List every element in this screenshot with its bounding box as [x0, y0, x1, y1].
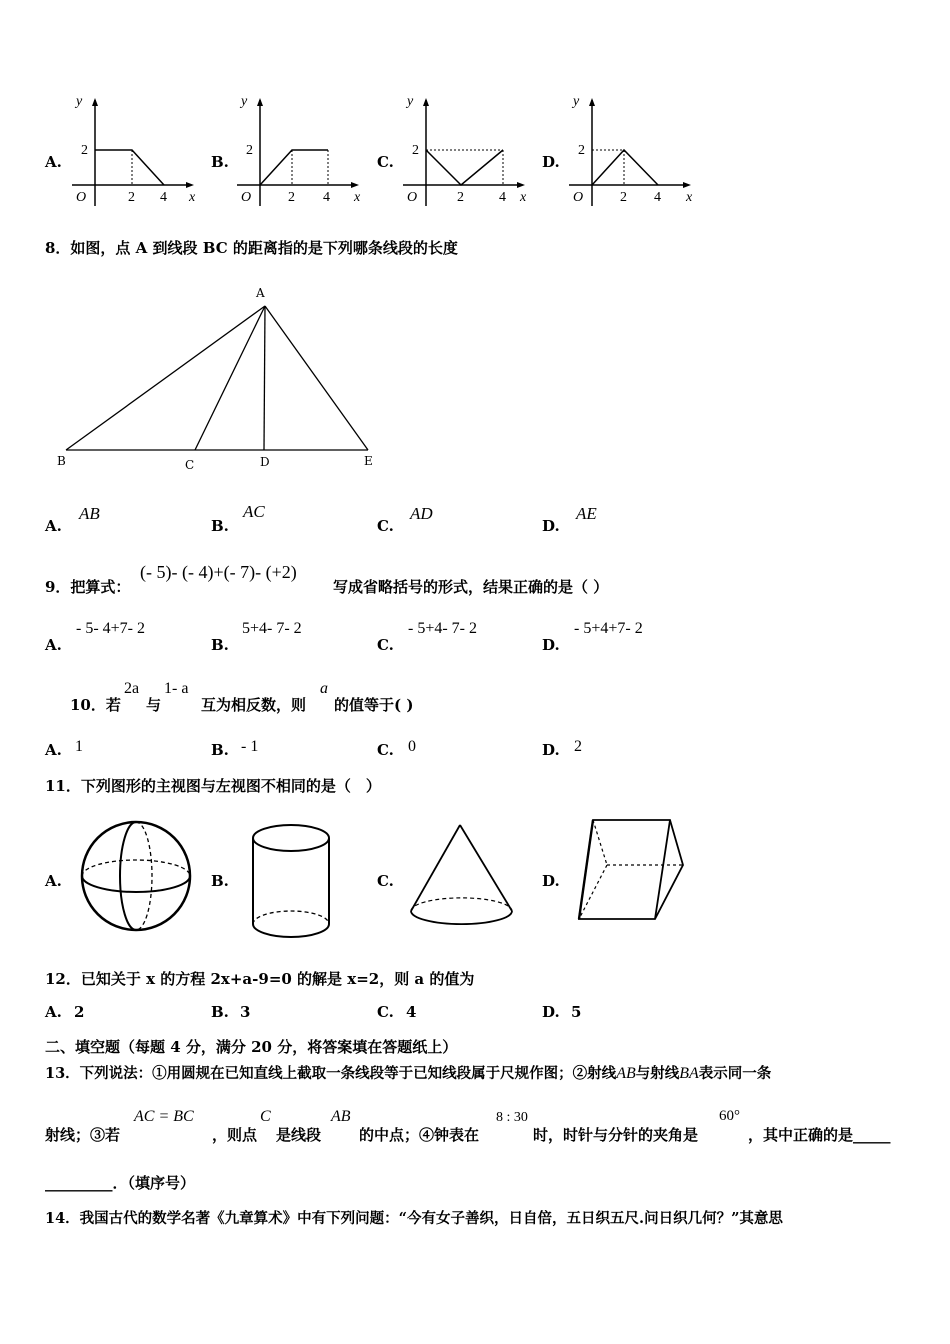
tick-x4: 4: [160, 190, 167, 205]
segment-ae: [265, 306, 368, 450]
point-e-label: E: [364, 454, 373, 468]
q14-text: 14．我国古代的数学名著《九章算术》中有下列问题：“今有女子善织，日自倍，五日织五尺.问日织几何？”其意思: [45, 1210, 783, 1227]
sphere-meridian-back: [136, 822, 152, 930]
origin-label: O: [76, 190, 87, 205]
q13-line2-d: 的中点；④钟表在: [359, 1126, 480, 1144]
q13-line2-b: ，则点: [212, 1126, 258, 1144]
y-label: y: [573, 94, 580, 109]
q9-option-b-label: B.: [211, 636, 229, 654]
q13-line1-c: 表示同一条: [698, 1065, 772, 1082]
tick-y2: 2: [412, 143, 419, 158]
cone-base-front: [411, 911, 512, 924]
q10-var-a: a: [320, 680, 328, 697]
q8-option-c-value: AD: [410, 504, 433, 523]
q8-option-c-label: C.: [377, 517, 394, 535]
prism-left-edge: [579, 820, 593, 919]
q13-line1: [45, 1062, 771, 1083]
q9-option-c-value: - 5+4- 7- 2: [408, 620, 478, 637]
q13-line1-b: 与射线: [635, 1065, 680, 1082]
prism-hidden-edge: [593, 820, 607, 865]
q10-mid: 与: [146, 696, 162, 714]
point-d-label: D: [260, 455, 270, 469]
origin-label: O: [241, 190, 252, 205]
q9-prefix: 9．把算式：: [45, 578, 131, 596]
tick-x4: 4: [654, 190, 661, 205]
q11-cone-figure: [406, 822, 518, 932]
x-label: x: [520, 190, 527, 205]
x-label: x: [189, 190, 196, 205]
x-arrow: [683, 182, 691, 188]
segment-ad: [264, 306, 265, 450]
q10-expr-2a-text: 2a: [124, 680, 140, 697]
q7-label-d: D.: [542, 153, 560, 171]
q9-option-d-value: - 5+4+7- 2: [574, 620, 643, 637]
q10-option-d-value: 2: [574, 738, 582, 755]
tick-y2: 2: [81, 143, 88, 158]
q12-text: 12．已知关于 x 的方程 2x+a-9=0 的解是 x=2，则 a 的值为: [45, 970, 475, 988]
sphere-equator-front: [82, 876, 190, 892]
q11-label-c: C.: [377, 872, 394, 890]
tick-y2: 2: [246, 143, 253, 158]
q8-option-b-value: AC: [243, 502, 265, 521]
y-arrow: [92, 98, 98, 106]
q8-option-b-label: B.: [211, 517, 229, 535]
q10-option-c-label: C.: [377, 741, 394, 759]
q11-cylinder-figure: [246, 820, 336, 942]
q10-prefix: 10．若: [70, 696, 121, 714]
q10-suffix: 互为相反数，则: [201, 696, 307, 714]
q9-option-a-label: A.: [45, 636, 62, 654]
q12-option-b-value: 3: [240, 1003, 251, 1021]
cylinder-top: [253, 825, 329, 851]
q10-option-b-label: B.: [211, 741, 229, 759]
q13-ray-ba: BA: [679, 1065, 699, 1082]
q13-angle: 60°: [719, 1108, 740, 1124]
q11-prism-figure: [575, 815, 690, 927]
q11-label-b: B.: [211, 872, 229, 890]
q7-label-a: A.: [45, 153, 62, 171]
y-label: y: [407, 94, 414, 109]
q11-label-a: A.: [45, 872, 62, 890]
cylinder-bottom-back: [253, 911, 329, 924]
origin-label: O: [407, 190, 418, 205]
q7-graph-a: [66, 96, 201, 211]
q13-eq: AC = BC: [134, 1108, 194, 1125]
tick-x2: 2: [620, 190, 627, 205]
q10-expr-1-a: 1- a: [164, 680, 189, 697]
q9-option-c-label: C.: [377, 636, 394, 654]
x-arrow: [186, 182, 194, 188]
sphere-outline: [82, 822, 190, 930]
q9-option-a-value: - 5- 4+7- 2: [76, 620, 146, 637]
point-b-label: B: [57, 454, 66, 468]
q9-option-d-label: D.: [542, 636, 560, 654]
q8-triangle-figure: [50, 282, 390, 477]
cone-base-back: [411, 898, 512, 911]
q11-sphere-figure: [78, 818, 194, 934]
x-arrow: [351, 182, 359, 188]
q10-option-d-label: D.: [542, 741, 560, 759]
q11-label-d: D.: [542, 872, 560, 890]
q13-segment-ab: AB: [331, 1108, 351, 1125]
y-arrow: [423, 98, 429, 106]
origin-label: O: [573, 190, 584, 205]
q10-option-a-value: 1: [75, 738, 83, 755]
tick-x2: 2: [288, 190, 295, 205]
tick-y2: 2: [578, 143, 585, 158]
x-arrow: [517, 182, 525, 188]
q8-option-d-label: D.: [542, 517, 560, 535]
q12-option-a-value: 2: [74, 1003, 85, 1021]
point-a-label: A: [256, 286, 265, 300]
cone-right-edge: [460, 825, 512, 911]
q7-graph-b: [231, 96, 366, 211]
q12-option-c-label: C.: [377, 1003, 394, 1021]
q8-text: 8．如图，点 A 到线段 BC 的距离指的是下列哪条线段的长度: [45, 239, 458, 257]
q7-graph-c: [397, 96, 532, 211]
section-2-heading: 二、填空题（每题 4 分，满分 20 分，将答案填在答题纸上）: [45, 1038, 458, 1056]
q13-line1-a: 13．下列说法：①用圆规在已知直线上截取一条线段等于已知线段属于尺规作图；②射线: [45, 1065, 617, 1082]
q7-graph-d: [563, 96, 698, 211]
q9-suffix: 写成省略括号的形式，结果正确的是（ ）: [333, 578, 609, 596]
q10-expr-2a: [124, 680, 139, 698]
tick-x2: 2: [457, 190, 464, 205]
q13-line2-a: 射线；③若: [45, 1126, 121, 1144]
q11-text: 11．下列图形的主视图与左视图不相同的是（ ）: [45, 777, 381, 795]
graph-line: [592, 150, 658, 185]
segment-ab: [66, 306, 265, 450]
x-label: x: [686, 190, 693, 205]
q12-option-b-label: B.: [211, 1003, 229, 1021]
y-arrow: [589, 98, 595, 106]
graph-line: [260, 150, 328, 185]
q8-triangle-svg: [50, 282, 390, 477]
graph-line: [95, 150, 164, 185]
y-label: y: [241, 94, 248, 109]
y-arrow: [257, 98, 263, 106]
sphere-meridian-front: [120, 822, 136, 930]
q10-option-b-value: - 1: [241, 738, 259, 755]
q8-option-a-label: A.: [45, 517, 62, 535]
q8-option-a-value: AB: [79, 504, 100, 523]
q12-option-c-value: 4: [406, 1003, 417, 1021]
q7-label-b: B.: [211, 153, 229, 171]
segment-ac: [195, 306, 265, 450]
x-label: x: [354, 190, 361, 205]
q9-option-b-value: 5+4- 7- 2: [242, 620, 302, 637]
q10-option-c-value: 0: [408, 738, 416, 755]
q12-option-a-label: A.: [45, 1003, 62, 1021]
graph-line: [426, 150, 503, 185]
q12-option-d-label: D.: [542, 1003, 560, 1021]
q13-line2-c: 是线段: [276, 1126, 322, 1144]
q10-option-a-label: A.: [45, 741, 62, 759]
cylinder-bottom-front: [253, 924, 329, 937]
q13-line2-f: ，其中正确的是_____: [748, 1126, 891, 1144]
y-label: y: [76, 94, 83, 109]
q10-end: 的值等于( ): [334, 696, 414, 714]
q13-point-c: C: [260, 1108, 271, 1125]
q7-label-c: C.: [377, 153, 394, 171]
q13-line2-e: 时，时针与分针的夹角是: [533, 1126, 699, 1144]
q13-line3: _________．（填序号）: [45, 1174, 196, 1192]
tick-x4: 4: [323, 190, 330, 205]
q8-option-d-value: AE: [576, 504, 597, 523]
q9-expression: (- 5)- (- 4)+(- 7)- (+2): [140, 562, 297, 582]
sphere-equator-back: [82, 860, 190, 876]
tick-x4: 4: [499, 190, 506, 205]
q13-time: 8 : 30: [496, 1110, 528, 1125]
q12-option-d-value: 5: [571, 1003, 582, 1021]
point-c-label: C: [185, 458, 195, 472]
tick-x2: 2: [128, 190, 135, 205]
q13-ray-ab: AB: [616, 1065, 636, 1082]
